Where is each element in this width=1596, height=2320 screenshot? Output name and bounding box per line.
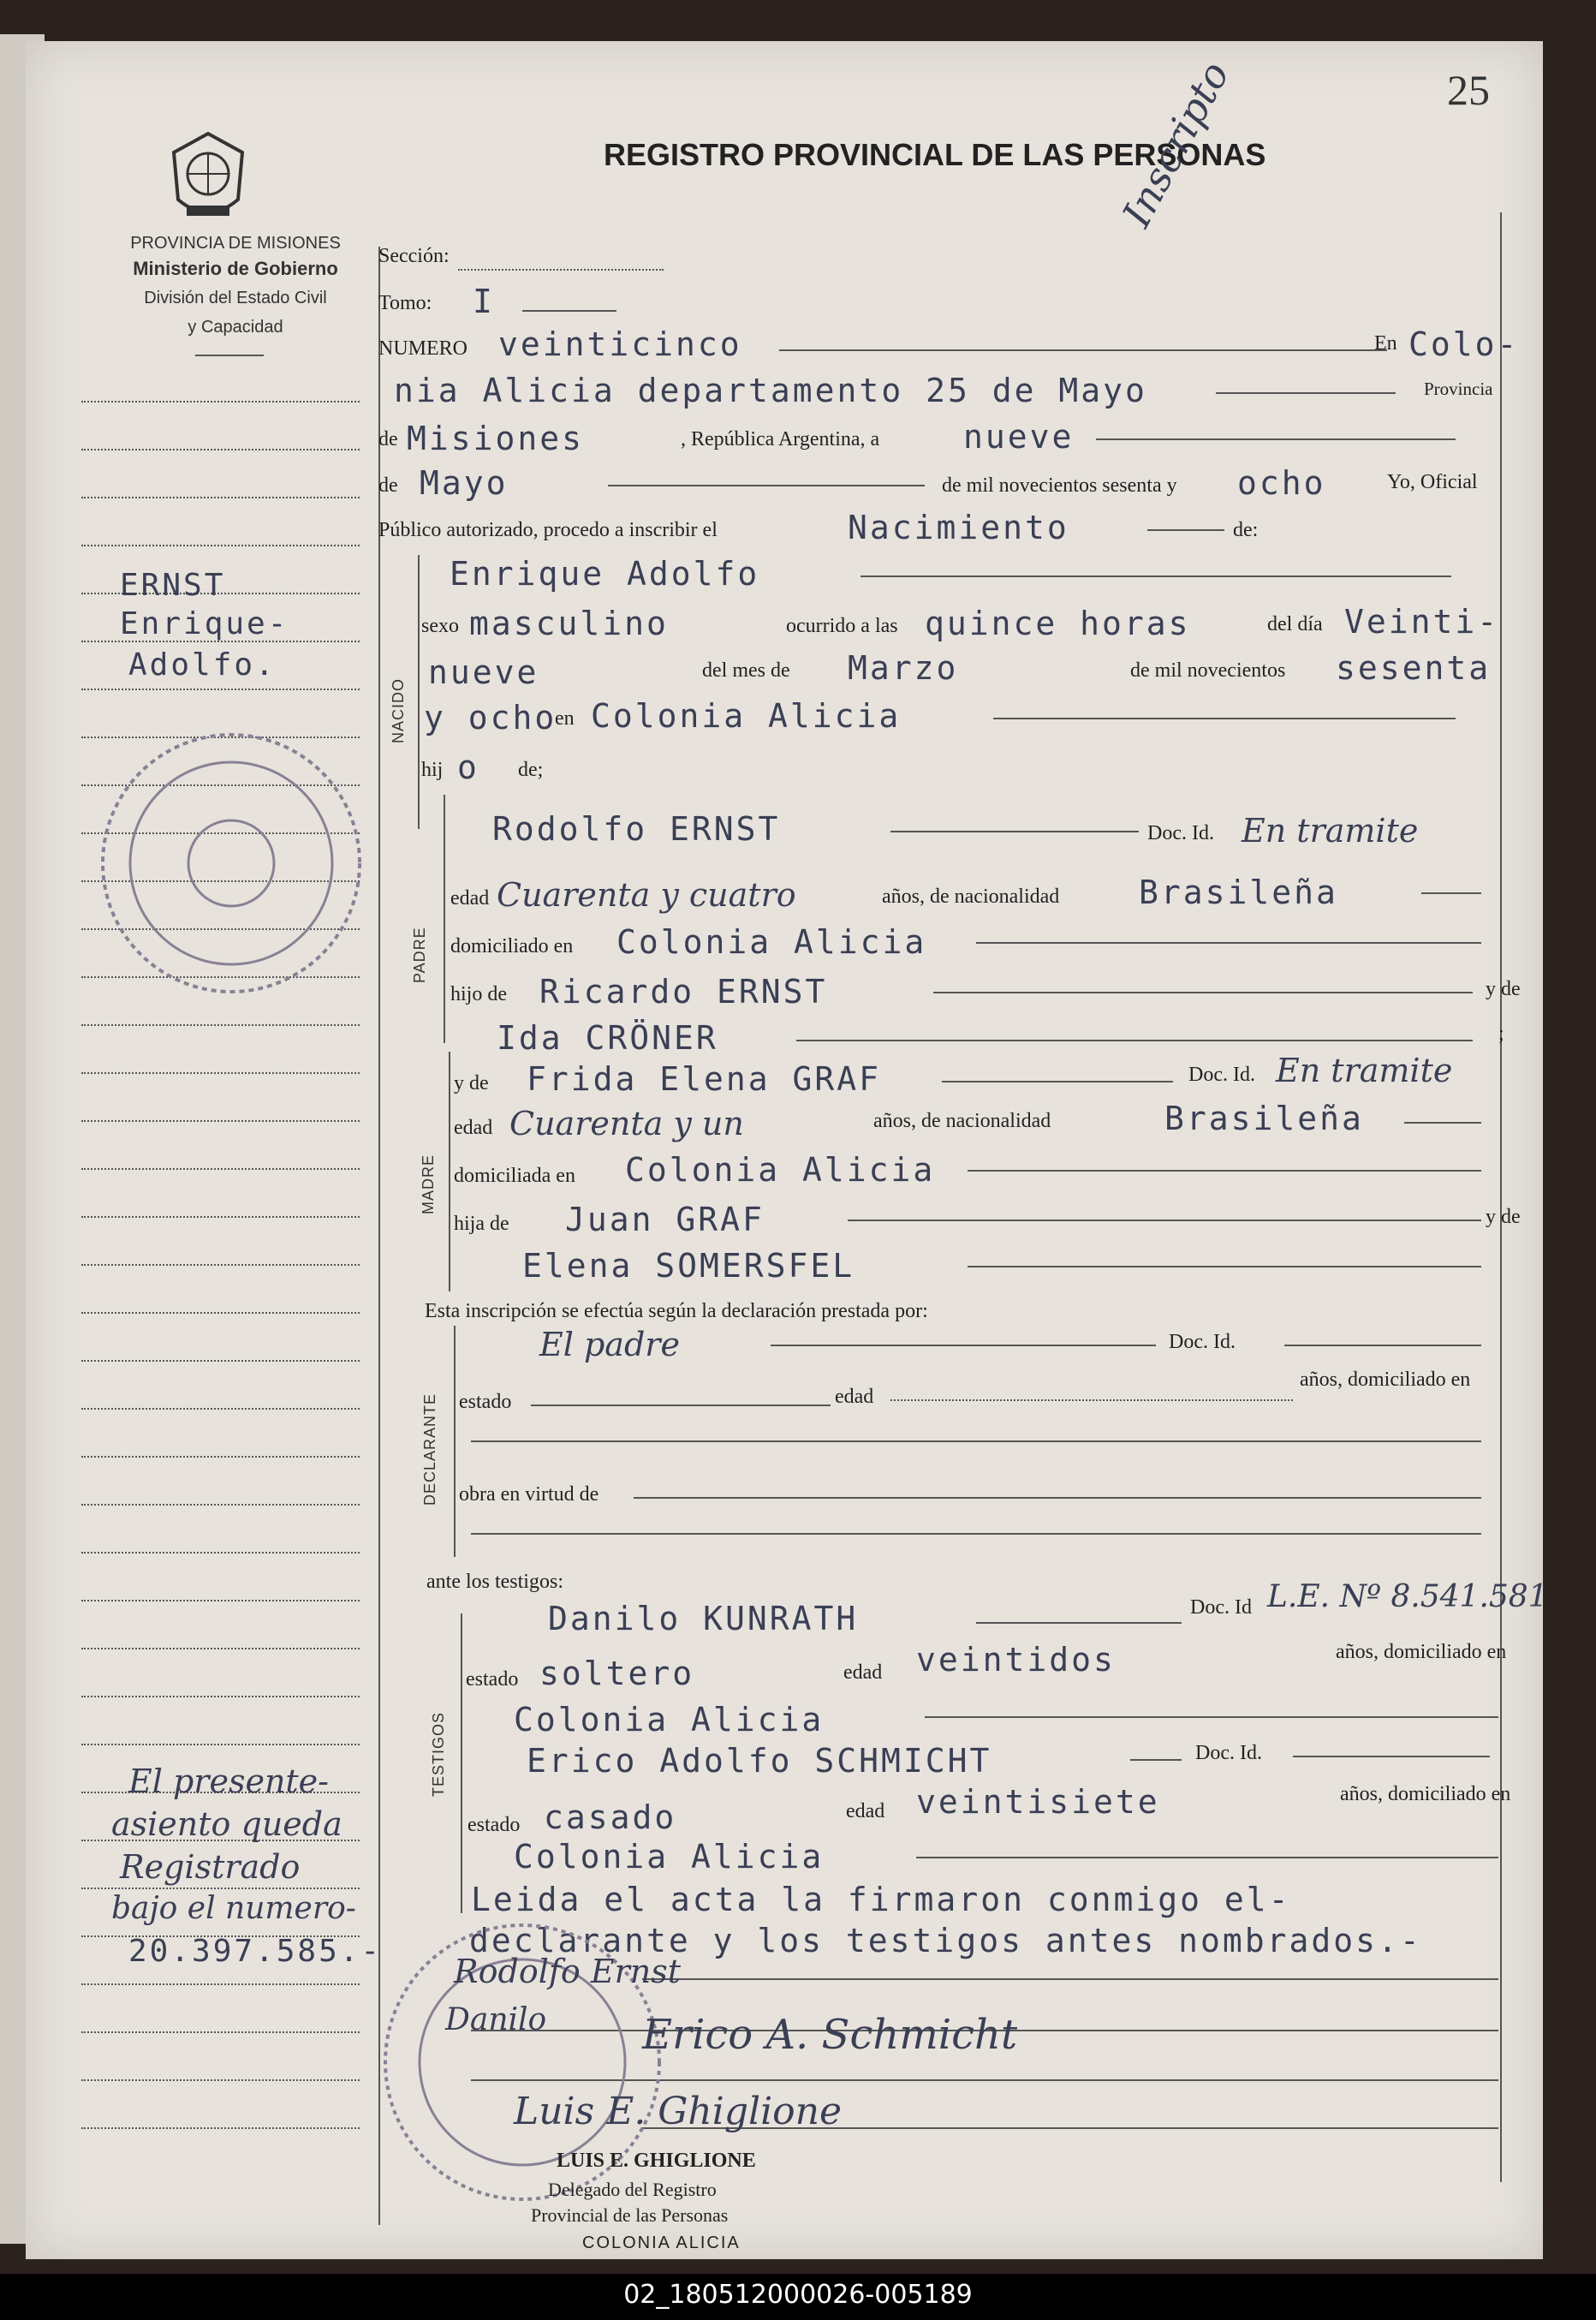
acto-line	[1147, 529, 1224, 531]
margin-ruled-line	[81, 2031, 360, 2033]
madre-label-domicilio: domiciliada en	[454, 1165, 575, 1187]
testigo-1-edad: veintidos	[916, 1641, 1116, 1679]
label-declaracion: Esta inscripción se efectúa según la declaración prestada por:	[425, 1300, 928, 1322]
label-de-mil: de mil novecientos sesenta y	[942, 474, 1177, 497]
declarante-rule	[454, 1326, 456, 1557]
testigo-1-domicilio: Colonia Alicia	[514, 1701, 825, 1739]
margin-given-name-1: Enrique-	[120, 606, 289, 641]
padre-domicilio: Colonia Alicia	[616, 923, 927, 961]
padre-edad: Cuarenta y cuatro	[497, 876, 796, 914]
testigo-1-nombre-line	[976, 1622, 1182, 1624]
margin-ruled-line	[81, 2079, 360, 2081]
margin-ruled-line	[81, 449, 360, 450]
testigo-1-nombre: Danilo KUNRATH	[548, 1600, 859, 1637]
padre-padre: Ricardo ERNST	[539, 973, 828, 1011]
margin-registration-number: 20.397.585.-	[128, 1934, 383, 1969]
margin-ruled-line	[81, 1600, 360, 1601]
margin-ruled-line	[81, 1216, 360, 1218]
margin-ruled-line	[81, 1264, 360, 1266]
madre-padre-line	[848, 1220, 1481, 1221]
margin-registration-line-3: Registrado	[120, 1848, 301, 1886]
margin-ruled-line	[81, 1983, 360, 1985]
declarante-extra-line	[471, 1533, 1481, 1535]
testigo-1-label-estado: estado	[466, 1668, 519, 1691]
official-name: LUIS E. GHIGLIONE	[557, 2150, 756, 2172]
testigo-2-domicilio: Colonia Alicia	[514, 1838, 825, 1876]
declarante-nombre: El padre	[539, 1326, 680, 1363]
padre-label-domicilio: domiciliado en	[450, 935, 574, 957]
label-sexo: sexo	[421, 615, 459, 637]
registry-round-stamp	[94, 726, 368, 1000]
madre-doc: En tramite	[1276, 1052, 1453, 1089]
provincial-crest-icon	[161, 127, 255, 230]
section-nacido: NACIDO	[390, 677, 407, 743]
label-seccion: Sección:	[378, 245, 450, 267]
lugar-line	[993, 718, 1456, 719]
margin-ruled-line	[81, 497, 360, 498]
madre-nacionalidad: Brasileña	[1164, 1100, 1364, 1137]
margin-surname: ERNST	[120, 568, 226, 603]
margin-ruled-line	[81, 1504, 360, 1506]
section-padre: PADRE	[411, 927, 428, 983]
declarante-obra-line	[634, 1497, 1481, 1499]
label-republica: , República Argentina, a	[681, 428, 880, 450]
padre-madre: Ida CRÖNER	[497, 1019, 718, 1057]
margin-ruled-line	[81, 1168, 360, 1170]
padre-nombre: Rodolfo ERNST	[492, 810, 781, 848]
margin-ruled-line	[81, 1072, 360, 1074]
label-del-dia: del día	[1267, 613, 1323, 635]
madre-madre-line	[968, 1266, 1481, 1267]
label-ante-testigos: ante los testigos:	[426, 1571, 563, 1593]
entry-provincia: Misiones	[407, 420, 585, 457]
madre-label-edad: edad	[454, 1117, 493, 1139]
madre-label-hija-de: hija de	[454, 1213, 509, 1235]
declarante-label-anos-dom: años, domiciliado en	[1300, 1369, 1471, 1391]
entry-anio: ocho	[1237, 464, 1326, 502]
padre-padre-line	[933, 992, 1473, 993]
padre-label-edad: edad	[450, 887, 490, 910]
issuer-ministry: Ministerio de Gobierno	[133, 258, 338, 279]
entry-place-1: Colo-	[1408, 325, 1520, 363]
declarante-label-obra: obra en virtud de	[459, 1483, 599, 1506]
label-de-semicolon: de;	[518, 759, 544, 781]
label-tomo: Tomo:	[378, 292, 432, 314]
madre-nombre-line	[942, 1081, 1173, 1082]
madre-label-anos-nac: años, de nacionalidad	[873, 1110, 1051, 1132]
margin-ruled-line	[81, 1696, 360, 1697]
margin-ruled-line	[81, 2127, 360, 2129]
entry-place-2: nia Alicia departamento 25 de Mayo	[394, 372, 1147, 409]
testigo-2-doc-line	[1293, 1756, 1490, 1757]
margin-ruled-line	[81, 1552, 360, 1554]
dia-line	[1096, 438, 1456, 440]
margin-ruled-line	[81, 545, 360, 546]
official-title-2: Provincial de las Personas	[531, 2204, 729, 2226]
margin-registration-line-1: El presente-	[128, 1762, 330, 1800]
declarante-label-edad: edad	[835, 1386, 874, 1408]
label-del-mes: del mes de	[702, 659, 790, 682]
label-de-1: de	[378, 428, 398, 450]
margin-stamp-inscripto: Inscripto	[1113, 54, 1239, 235]
nacido-rule	[418, 555, 420, 829]
declarante-nombre-line	[771, 1345, 1156, 1346]
margin-ruled-line	[81, 1456, 360, 1458]
declarante-doc-line	[1284, 1345, 1481, 1346]
madre-nac-line	[1404, 1122, 1481, 1124]
testigo-2-label-anos-dom: años, domiciliado en	[1340, 1783, 1511, 1805]
padre-label-doc: Doc. Id.	[1147, 822, 1214, 844]
margin-ruled-line	[81, 1888, 360, 1889]
official-place: COLONIA ALICIA	[582, 2234, 741, 2252]
mes-line	[608, 485, 925, 486]
label-ocurrido: ocurrido a las	[786, 615, 898, 637]
entry-dia-nac-2: nueve	[428, 653, 539, 691]
entry-hora: quince horas	[925, 605, 1191, 642]
image-caption: 02_180512000026-005189	[623, 2280, 973, 2310]
place-line	[1216, 392, 1396, 394]
label-yo-oficial: Yo, Oficial	[1387, 471, 1478, 493]
label-de-2: de	[378, 474, 398, 497]
signature-line-1	[642, 1978, 1498, 1980]
section-madre: MADRE	[420, 1154, 437, 1214]
entry-lugar: Colonia Alicia	[591, 697, 902, 735]
declarante-edad-line	[890, 1399, 1293, 1401]
testigo-1-doc: L.E. Nº 8.541.581	[1267, 1579, 1548, 1614]
entry-sexo: masculino	[469, 605, 669, 642]
madre-domicilio: Colonia Alicia	[625, 1151, 936, 1189]
entry-nombre: Enrique Adolfo	[450, 555, 760, 593]
label-numero: NUMERO	[378, 337, 468, 360]
declarante-domicilio-line	[471, 1440, 1481, 1442]
margin-ruled-line	[81, 1360, 360, 1362]
signature-declarante: Rodolfo Ernst	[454, 1953, 682, 1990]
declarante-label-doc: Doc. Id.	[1169, 1331, 1236, 1353]
margin-ruled-line	[81, 689, 360, 690]
entry-acto: Nacimiento	[848, 509, 1069, 546]
padre-label-hijo-de: hijo de	[450, 983, 507, 1005]
label-de-mil-nov: de mil novecientos	[1130, 659, 1286, 682]
signature-witness-1: Danilo	[445, 2002, 547, 2037]
padre-nacionalidad: Brasileña	[1139, 874, 1338, 911]
label-hijo: hij	[421, 759, 444, 781]
madre-label-y-de-2: y de	[1486, 1206, 1521, 1228]
official-title-1: Delegado del Registro	[548, 2179, 717, 2200]
testigo-1-label-edad: edad	[843, 1661, 883, 1684]
padre-label-y-de: y de	[1486, 978, 1521, 1000]
testigo-2-label-estado: estado	[467, 1814, 521, 1836]
testigo-2-nombre-line	[1130, 1759, 1182, 1761]
testigo-1-label-anos-dom: años, domiciliado en	[1336, 1641, 1507, 1663]
register-page	[26, 41, 1548, 2259]
testigos-rule	[461, 1613, 462, 1913]
entry-hijo-suffix: o	[457, 748, 479, 786]
madre-label-doc: Doc. Id.	[1188, 1064, 1255, 1086]
closing-line-1: Leida el acta la firmaron conmigo el-	[471, 1881, 1291, 1918]
entry-anio-nac-2: y ocho	[424, 699, 557, 737]
margin-ruled-line	[81, 1120, 360, 1122]
madre-edad: Cuarenta y un	[509, 1105, 744, 1142]
testigo-2-domicilio-line	[916, 1857, 1498, 1858]
issuer-province: PROVINCIA DE MISIONES	[130, 234, 341, 253]
margin-registration-line-4: bajo el numero-	[111, 1891, 356, 1926]
testigo-2-estado: casado	[544, 1798, 677, 1836]
section-declarante: DECLARANTE	[421, 1393, 438, 1506]
entry-mes-nac: Marzo	[848, 649, 959, 687]
padre-label-anos-nac: años, de nacionalidad	[882, 886, 1060, 908]
signature-witness-2: Erico A. Schmicht	[642, 2011, 1018, 2059]
closing-line-2: declarante y los testigos antes nombrados.-	[469, 1922, 1422, 1959]
testigo-2-label-edad: edad	[846, 1800, 885, 1822]
entry-dia: nueve	[963, 418, 1075, 456]
padre-madre-line	[796, 1040, 1473, 1041]
margin-ruled-line	[81, 1312, 360, 1314]
testigo-2-nombre: Erico Adolfo SCHMICHT	[527, 1742, 992, 1780]
margin-given-name-2: Adolfo.	[128, 647, 277, 683]
madre-domicilio-line	[968, 1170, 1481, 1172]
padre-nac-line	[1421, 892, 1481, 894]
entry-mes: Mayo	[420, 464, 509, 502]
tomo-line	[522, 310, 616, 312]
entry-dia-nac-1: Veinti-	[1344, 603, 1500, 641]
margin-registration-line-2: asiento queda	[111, 1805, 342, 1843]
issuer-division: División del Estado Civil	[144, 289, 327, 307]
entry-numero: veinticinco	[498, 325, 742, 363]
label-provincia: Provincia	[1424, 379, 1493, 399]
form-title: REGISTRO PROVINCIAL DE LAS PERSONAS	[604, 137, 1266, 172]
nombre-line	[861, 576, 1451, 577]
issuer-capacity: y Capacidad	[188, 318, 283, 337]
margin-ruled-line	[81, 1648, 360, 1649]
label-de-colon: de:	[1233, 519, 1259, 541]
padre-nombre-line	[890, 831, 1139, 832]
testigo-2-edad: veintisiete	[916, 1783, 1160, 1821]
padre-rule	[444, 795, 445, 1043]
testigo-1-estado: soltero	[539, 1655, 695, 1692]
madre-padre: Juan GRAF	[565, 1201, 765, 1238]
label-publico: Público autorizado, procedo a inscribir el	[378, 519, 718, 541]
numero-line	[779, 349, 1387, 351]
margin-ruled-line	[81, 401, 360, 403]
page-number: 25	[1447, 66, 1490, 114]
entry-anio-nac-1: sesenta	[1336, 649, 1492, 687]
label-en: En	[1374, 332, 1397, 355]
madre-label-y-de: y de	[454, 1072, 489, 1094]
declarante-label-estado: estado	[459, 1391, 512, 1413]
issuer-underline	[195, 355, 264, 356]
margin-ruled-line	[81, 1744, 360, 1745]
signature-official: Luis E. Ghiglione	[514, 2090, 843, 2133]
seccion-line	[458, 269, 664, 271]
padre-semicolon: ;	[1498, 1023, 1504, 1045]
testigo-1-label-doc: Doc. Id	[1190, 1596, 1252, 1619]
section-testigos: TESTIGOS	[430, 1711, 447, 1797]
form-right-rule	[1500, 212, 1502, 2182]
testigo-1-domicilio-line	[925, 1716, 1498, 1718]
madre-rule	[449, 1052, 450, 1291]
margin-ruled-line	[81, 1408, 360, 1410]
testigo-2-label-doc: Doc. Id.	[1195, 1742, 1262, 1764]
label-en-lower: en	[555, 707, 575, 730]
margin-ruled-line	[81, 1024, 360, 1026]
madre-nombre: Frida Elena GRAF	[527, 1060, 882, 1098]
padre-doc: En tramite	[1242, 812, 1419, 850]
declarante-estado-line	[531, 1405, 831, 1406]
madre-madre: Elena SOMERSFEL	[522, 1247, 855, 1285]
entry-tomo: I	[473, 283, 495, 320]
padre-domicilio-line	[976, 942, 1481, 944]
